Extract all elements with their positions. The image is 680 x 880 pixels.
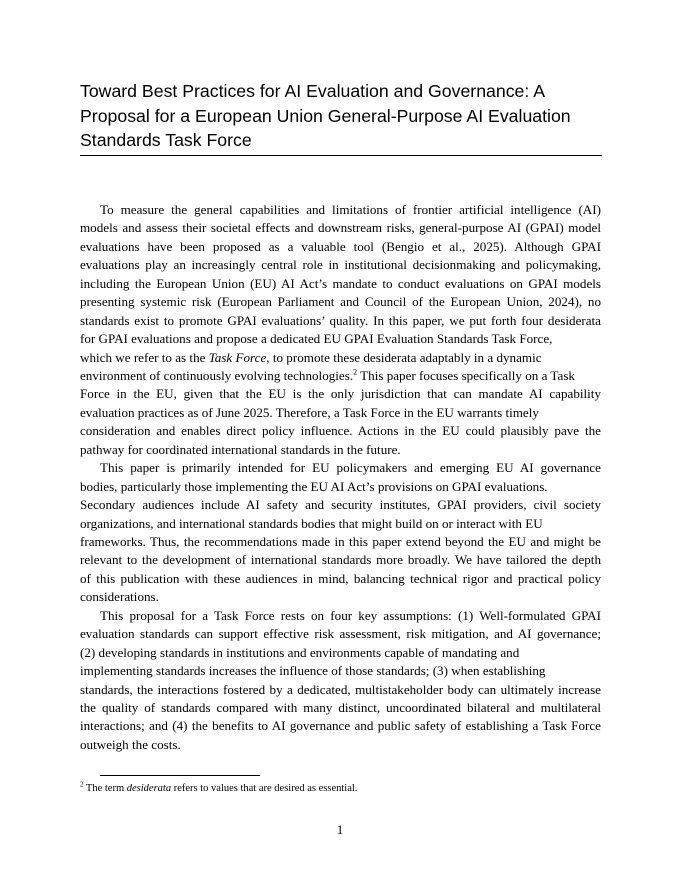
text-line: bodies, particularly those implementing the EU AI Act’s provisions on GPAI evaluations. bbox=[80, 478, 548, 494]
text-fragment: The term bbox=[83, 783, 127, 794]
text-line bbox=[80, 349, 601, 367]
text-line: evaluation practices as of June 2025. Therefore, a Task Force in the EU warrants timely bbox=[80, 404, 539, 420]
text-line: consideration and enables direct policy influence. Actions in the EU could plausibly pave the bbox=[80, 423, 601, 439]
text-line: evaluations have been proposed as a valuable tool (Bengio et al., 2025). Although GPAI bbox=[80, 238, 601, 254]
text-line: To measure the general capabilities and limitations of frontier artificial intelligence (AI) bbox=[100, 202, 601, 217]
title-divider bbox=[80, 155, 602, 156]
text-line: frameworks. Thus, the recommendations made in this paper extend beyond the EU and might be bbox=[80, 533, 601, 549]
paragraph-3 bbox=[80, 607, 601, 755]
page-number: 1 bbox=[336, 822, 344, 837]
text-line: pathway for coordinated international standards in the future. bbox=[80, 441, 401, 457]
text-line: evaluation standards can support effective risk assessment, risk mitigation, and AI governance; bbox=[80, 626, 601, 642]
text-fragment: refers to values that are desired as essential. bbox=[171, 783, 358, 794]
footnote-ref[interactable]: 2 bbox=[353, 367, 358, 377]
title-line: Proposal for a European Union General-Purpose AI Evaluation bbox=[80, 105, 571, 126]
text-fragment: which we refer to as the bbox=[80, 349, 209, 365]
emphasis-task-force: Task Force bbox=[208, 349, 267, 365]
text-line: standards, the interactions fostered by a dedicated, multistakeholder body can ultimately increase bbox=[80, 681, 601, 697]
text-line: outweigh the costs. bbox=[80, 736, 181, 752]
paragraph-2 bbox=[80, 459, 601, 607]
text-line: evaluations play an increasingly central role in institutional decisionmaking and policymaking, bbox=[80, 257, 601, 273]
text-line: relevant to the development of international standards more broadly. We have tailored the depth bbox=[80, 552, 601, 568]
paper-title bbox=[80, 79, 601, 153]
title-line: Standards Task Force bbox=[80, 130, 252, 150]
text-line: the quality of standards compared with many distinct, uncoordinated bilateral and multilateral bbox=[80, 699, 601, 715]
body-text bbox=[80, 201, 601, 754]
title-line: Toward Best Practices for AI Evaluation and Governance: A bbox=[80, 81, 546, 101]
text-line: organizations, and international standards bodies that might build on or interact with EU bbox=[80, 515, 543, 531]
text-fragment: , to promote these desiderata adaptably in a dynamic bbox=[266, 349, 542, 365]
emphasis-desiderata: desiderata bbox=[126, 783, 172, 794]
text-line: Secondary audiences include AI safety and security institutes, GPAI providers, civil society bbox=[80, 497, 601, 513]
text-line: (2) developing standards in institutions and environments capable of mandating and bbox=[80, 644, 520, 660]
text-line: This proposal for a Task Force rests on four key assumptions: (1) Well-formulated GPAI bbox=[100, 607, 601, 623]
text-line: for GPAI evaluations and propose a dedicated EU GPAI Evaluation Standards Task Force, bbox=[80, 331, 553, 347]
text-line: This paper is primarily intended for EU policymakers and emerging EU AI governance bbox=[100, 460, 601, 476]
text-line bbox=[80, 367, 601, 385]
text-line: including the European Union (EU) AI Act’s mandate to conduct evaluations on GPAI models bbox=[80, 275, 601, 291]
text-line: models and assess their societal effects and downstream risks, general-purpose AI (GPAI) model bbox=[80, 220, 601, 236]
text-line: considerations. bbox=[80, 589, 159, 605]
text-line: Force in the EU, given that the EU is the only jurisdiction that can mandate AI capability bbox=[80, 386, 601, 402]
footnote bbox=[80, 782, 357, 796]
text-line: standards exist to promote GPAI evaluations’ quality. In this paper, we put forth four desiderata bbox=[80, 312, 601, 328]
paragraph-1 bbox=[80, 201, 601, 459]
text-line: implementing standards increases the influence of those standards; (3) when establishing bbox=[80, 663, 546, 679]
text-fragment: environment of continuously evolving technologies. bbox=[80, 367, 354, 383]
footnote-divider bbox=[100, 775, 260, 776]
text-fragment: This paper focuses specifically on a Task bbox=[357, 367, 575, 383]
footnote-number: 2 bbox=[80, 780, 84, 789]
text-line: of this publication with these audiences in mind, balancing technical rigor and practical policy bbox=[80, 570, 601, 586]
text-line: interactions; and (4) the benefits to AI governance and public safety of establishing a Task Force bbox=[80, 718, 601, 734]
text-line: presenting systemic risk (European Parliament and Council of the European Union, 2024), no bbox=[80, 294, 601, 310]
